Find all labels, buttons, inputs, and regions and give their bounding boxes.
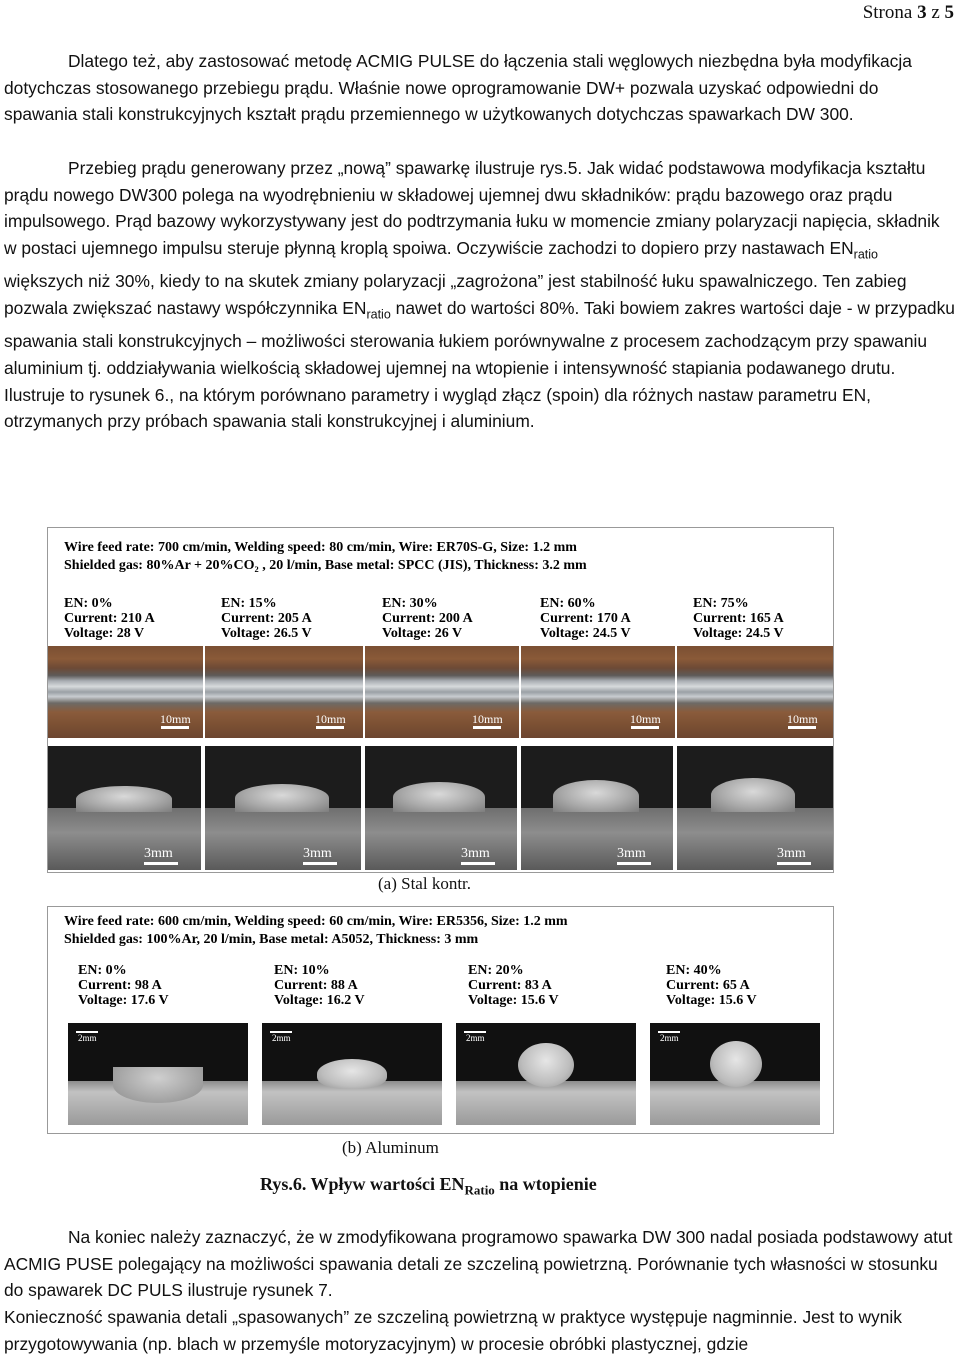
figure-aluminum-caption: (b) Aluminum <box>342 1138 439 1157</box>
aluminum-cross-section <box>650 1023 820 1125</box>
aluminum-panel-label: EN: 40% Current: 65 A Voltage: 15.6 V <box>666 963 757 1008</box>
figure-steel-caption: (a) Stal kontr. <box>378 874 472 893</box>
aluminum-panel-label: EN: 0% Current: 98 A Voltage: 17.6 V <box>78 963 169 1008</box>
aluminum-cross-section <box>68 1023 248 1125</box>
paragraph-current-waveform: Przebieg prądu generowany przez „nową” spawarkę ilustruje rys.5. Jak widać podstawowa modyfikacja kształtu prądu nowego DW300 polega na wyodrębnieniu w składowej ujemnej dwu składników: prądu bazowego oraz prądu impulsowego. Prąd bazowy wykorzystywany jest do podtrzymania łuku w momencie zmiany polaryzacji napięcia, składnik w postaci ujemnego impulsu steruje płynną kroplą spoiwa. Oczywiście zachodzi to dopiero przy nastawach $EN_{ratio}$ większych niż 30%, kiedy to na skutek zmiany polaryzacji „zagrożona” jest stabilność łuku spawalniczego. Ten zabieg pozwala zwiększać nastawy współczynnika $EN_{ratio}$ nawet do wartości 80%. Taki bowiem zakres wartości daje - w przypadku spawania stali konstrukcyjnych – możliwości sterowania łukiem porównywalne z procesem zachodzącym przy spawaniu aluminium tj. oddziaływania wielkością składowej ujemnej na wtopienie i intensywność stapiania podawanego drutu. Ilustruje to rysunek 6., na którym porównano parametry i wygląd złącz (spoin) dla różnych nastaw parametru EN, otrzymanych przy próbach spawania stali konstrukcyjnej i aluminium. <box>4 158 955 432</box>
aluminum-panel-label: EN: 20% Current: 83 A Voltage: 15.6 V <box>468 963 559 1008</box>
steel-panel-label: EN: 30% Current: 200 A Voltage: 26 V <box>382 596 473 641</box>
scale-label: 10mm <box>630 712 661 726</box>
paragraph-conclusion: Na koniec należy zaznaczyć, że w zmodyfikowana programowo spawarka DW 300 nadal posiada podstawowy atut ACMIG PUSE polegający na możliwości spawania detali ze szczeliną powietrzną. Porównanie tych własności w stosunku do spawarek DC PULS ilustruje rysunek 7. Konieczność spawania detali „spasowanych” ze szczeliną powietrzną w praktyce występuje nagminnie. Jest to wynik przygotowywania (np. blach w przemyśle motoryzacyjnym) w procesie obróbki plastycznej, gdzie <box>4 1227 953 1354</box>
page-number: Strona 3 z 5 <box>862 2 954 23</box>
figure-steel-header-1: Wire feed rate: 700 cm/min, Welding speed: 80 cm/min, Wire: ER70S-G, Size: 1.2 mm <box>64 540 577 555</box>
steel-cross-section <box>48 746 201 870</box>
figure-steel <box>47 527 834 873</box>
scale-label: 10mm <box>787 712 818 726</box>
scale-label: 3mm <box>617 846 646 861</box>
scale-label: 2mm <box>660 1033 679 1043</box>
scale-label: 10mm <box>160 712 191 726</box>
figure-title: Rys.6. Wpływ wartości $EN_{Ratio}$ na wtopienie <box>260 1174 597 1198</box>
steel-panel-label: EN: 60% Current: 170 A Voltage: 24.5 V <box>540 596 631 641</box>
steel-cross-section <box>365 746 517 870</box>
figure-aluminum-header-1: Wire feed rate: 600 cm/min, Welding speed: 60 cm/min, Wire: ER5356, Size: 1.2 mm <box>64 914 568 929</box>
scale-label: 10mm <box>315 712 346 726</box>
scale-label: 3mm <box>144 846 173 861</box>
figure-aluminum-header-2: Shielded gas: 100%Ar, 20 l/min, Base metal: A5052, Thickness: 3 mm <box>64 932 479 947</box>
steel-cross-section <box>677 746 833 870</box>
scale-label: 2mm <box>272 1033 291 1043</box>
steel-panel-label: EN: 0% Current: 210 A Voltage: 28 V <box>64 596 155 641</box>
scale-label: 3mm <box>461 846 490 861</box>
steel-panel-label: EN: 15% Current: 205 A Voltage: 26.5 V <box>221 596 312 641</box>
scale-label: 10mm <box>472 712 503 726</box>
steel-cross-section <box>205 746 361 870</box>
aluminum-cross-section <box>262 1023 442 1125</box>
paragraph-gap-welding: Konieczność spawania detali „spasowanych” ze szczeliną powietrzną w praktyce występuje nagminnie. Jest to wynik przygotowywania (np. blach w przemyśle motoryzacyjnym) w procesie obróbki plastycznej, gdzie <box>4 1307 902 1354</box>
scale-label: 2mm <box>78 1033 97 1043</box>
scale-label: 3mm <box>303 846 332 861</box>
aluminum-cross-section <box>456 1023 636 1125</box>
figure-aluminum <box>47 906 834 1134</box>
steel-cross-section <box>521 746 673 870</box>
paragraph-intro: Dlatego też, aby zastosować metodę ACMIG PULSE do łączenia stali węglowych niezbędna była modyfikacja dotychczas stosowanego przebiegu prądu. Właśnie nowe oprogramowanie DW+ pozwala uzyskać odpowiedni do spawania stali konstrukcyjnych kształt prądu przemiennego w użytkowanych dotychczas spawarkach DW 300. <box>4 51 912 125</box>
steel-panel-label: EN: 75% Current: 165 A Voltage: 24.5 V <box>693 596 784 641</box>
figure-steel-header-2: Shielded gas: 80%Ar + 20%CO₂ , 20 l/min, Base metal: SPCC (JIS), Thickness: 3.2 mm <box>64 558 587 573</box>
scale-label: 2mm <box>466 1033 485 1043</box>
aluminum-panel-label: EN: 10% Current: 88 A Voltage: 16.2 V <box>274 963 365 1008</box>
steel-weld-surface-photo <box>48 646 833 738</box>
scale-label: 3mm <box>777 846 806 861</box>
